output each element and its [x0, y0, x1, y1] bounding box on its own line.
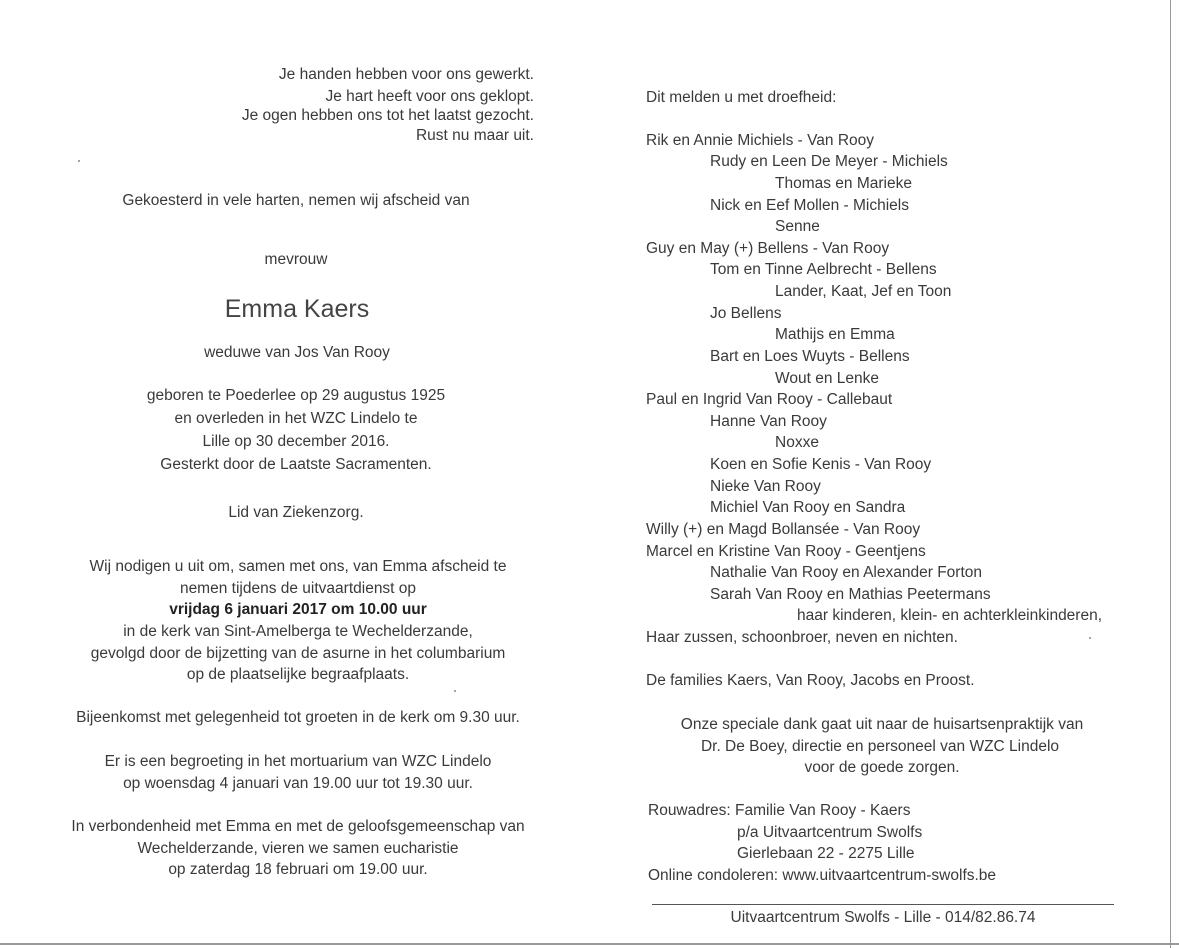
visitation-line-1: Er is een begroeting in het mortuarium van WZC Lindelo [104, 753, 492, 770]
family-line: Bart en Loes Wuyts - Bellens [710, 348, 910, 365]
gathering-line: Bijeenkomst met gelegenheid tot groeten in de kerk om 9.30 uur. [76, 709, 520, 726]
page-edge-bottom [0, 943, 1179, 945]
online-condolence: Online condoleren: www.uitvaartcentrum-swolfs.be [648, 867, 997, 884]
funeral-date: vrijdag 6 januari 2017 om 10.00 uur [169, 601, 427, 618]
family-line: Haar zussen, schoonbroer, neven en nichten. [646, 629, 958, 646]
family-line: Lander, Kaat, Jef en Toon [775, 283, 952, 300]
invite-line-5: gevolgd door de bijzetting van de asurne in het columbarium [90, 645, 506, 662]
scan-speck [78, 160, 80, 162]
family-line: Michiel Van Rooy en Sandra [710, 499, 906, 516]
visitation-line-2: op woensdag 4 januari van 19.00 uur tot 19.30 uur. [123, 775, 473, 792]
poem-line-4: Rust nu maar uit. [415, 127, 534, 144]
invite-line-1: Wij nodigen u uit om, samen met ons, van Emma afscheid te [89, 558, 507, 575]
page-edge-right [1170, 0, 1171, 948]
scan-speck [1089, 637, 1091, 639]
family-line: Mathijs en Emma [775, 326, 895, 343]
thanks-line-2: Dr. De Boey, directie en personeel van WZC Lindelo [700, 738, 1060, 755]
address-line-1: Rouwadres: Familie Van Rooy - Kaers [648, 802, 911, 819]
birth-line-2: en overleden in het WZC Lindelo te [174, 410, 418, 427]
salutation: mevrouw [264, 251, 328, 268]
address-line-2: p/a Uitvaartcentrum Swolfs [737, 824, 923, 841]
member-line: Lid van Ziekenzorg. [228, 504, 364, 521]
eucharist-line-1: In verbondenheid met Emma en met de geloofsgemeenschap van [71, 818, 525, 835]
family-line: Jo Bellens [710, 305, 782, 322]
deceased-name: Emma Kaers [224, 295, 370, 323]
poem-line-2: Je hart heeft voor ons geklopt. [325, 88, 534, 105]
family-line: Paul en Ingrid Van Rooy - Callebaut [646, 391, 893, 408]
family-line: Senne [775, 218, 820, 235]
thanks-line-3: voor de goede zorgen. [804, 759, 960, 776]
family-line: De families Kaers, Van Rooy, Jacobs en Proost. [646, 672, 975, 689]
family-line: Tom en Tinne Aelbrecht - Bellens [710, 261, 937, 278]
address-line-3: Gierlebaan 22 - 2275 Lille [737, 845, 915, 862]
family-line: Nick en Eef Mollen - Michiels [710, 197, 909, 214]
eucharist-line-3: op zaterdag 18 februari om 19.00 uur. [168, 861, 428, 878]
scan-speck [454, 690, 456, 692]
family-line: Rudy en Leen De Meyer - Michiels [710, 153, 948, 170]
birth-line-3: Lille op 30 december 2016. [202, 433, 390, 450]
family-line: Nathalie Van Rooy en Alexander Forton [710, 564, 982, 581]
family-line: Wout en Lenke [775, 370, 879, 387]
family-line: Nieke Van Rooy [710, 478, 821, 495]
family-line: Guy en May (+) Bellens - Van Rooy [646, 240, 890, 257]
family-line: Marcel en Kristine Van Rooy - Geentjens [646, 543, 926, 560]
widow-line: weduwe van Jos Van Rooy [204, 344, 390, 361]
family-line: Rik en Annie Michiels - Van Rooy [646, 132, 875, 149]
family-line: Noxxe [775, 434, 819, 451]
birth-line-4: Gesterkt door de Laatste Sacramenten. [160, 456, 432, 473]
family-line: Hanne Van Rooy [710, 413, 827, 430]
invite-line-2: nemen tijdens de uitvaartdienst op [179, 580, 417, 597]
family-line: Koen en Sofie Kenis - Van Rooy [710, 456, 932, 473]
announce-line: Dit melden u met droefheid: [646, 89, 837, 106]
intro-text: Gekoesterd in vele harten, nemen wij afscheid van [122, 192, 470, 209]
birth-line-1: geboren te Poederlee op 29 augustus 1925 [146, 387, 446, 404]
family-line: Sarah Van Rooy en Mathias Peetermans [710, 586, 991, 603]
poem-line-3: Je ogen hebben ons tot het laatst gezocht. [241, 107, 534, 124]
family-line: Thomas en Marieke [775, 175, 912, 192]
footer-divider [652, 904, 1114, 905]
eucharist-line-2: Wechelderzande, vieren we samen eucharistie [137, 840, 459, 857]
family-line: Willy (+) en Magd Bollansée - Van Rooy [646, 521, 921, 538]
invite-line-6: op de plaatselijke begraafplaats. [186, 666, 410, 683]
poem-line-1: Je handen hebben voor ons gewerkt. [278, 66, 534, 83]
family-line: haar kinderen, klein- en achterkleinkinderen, [797, 607, 1103, 624]
thanks-line-1: Onze speciale dank gaat uit naar de huisartsenpraktijk van [680, 716, 1084, 733]
invite-line-4: in de kerk van Sint-Amelberga te Wechelderzande, [123, 623, 473, 640]
footer-text: Uitvaartcentrum Swolfs - Lille - 014/82.86.74 [730, 909, 1036, 926]
